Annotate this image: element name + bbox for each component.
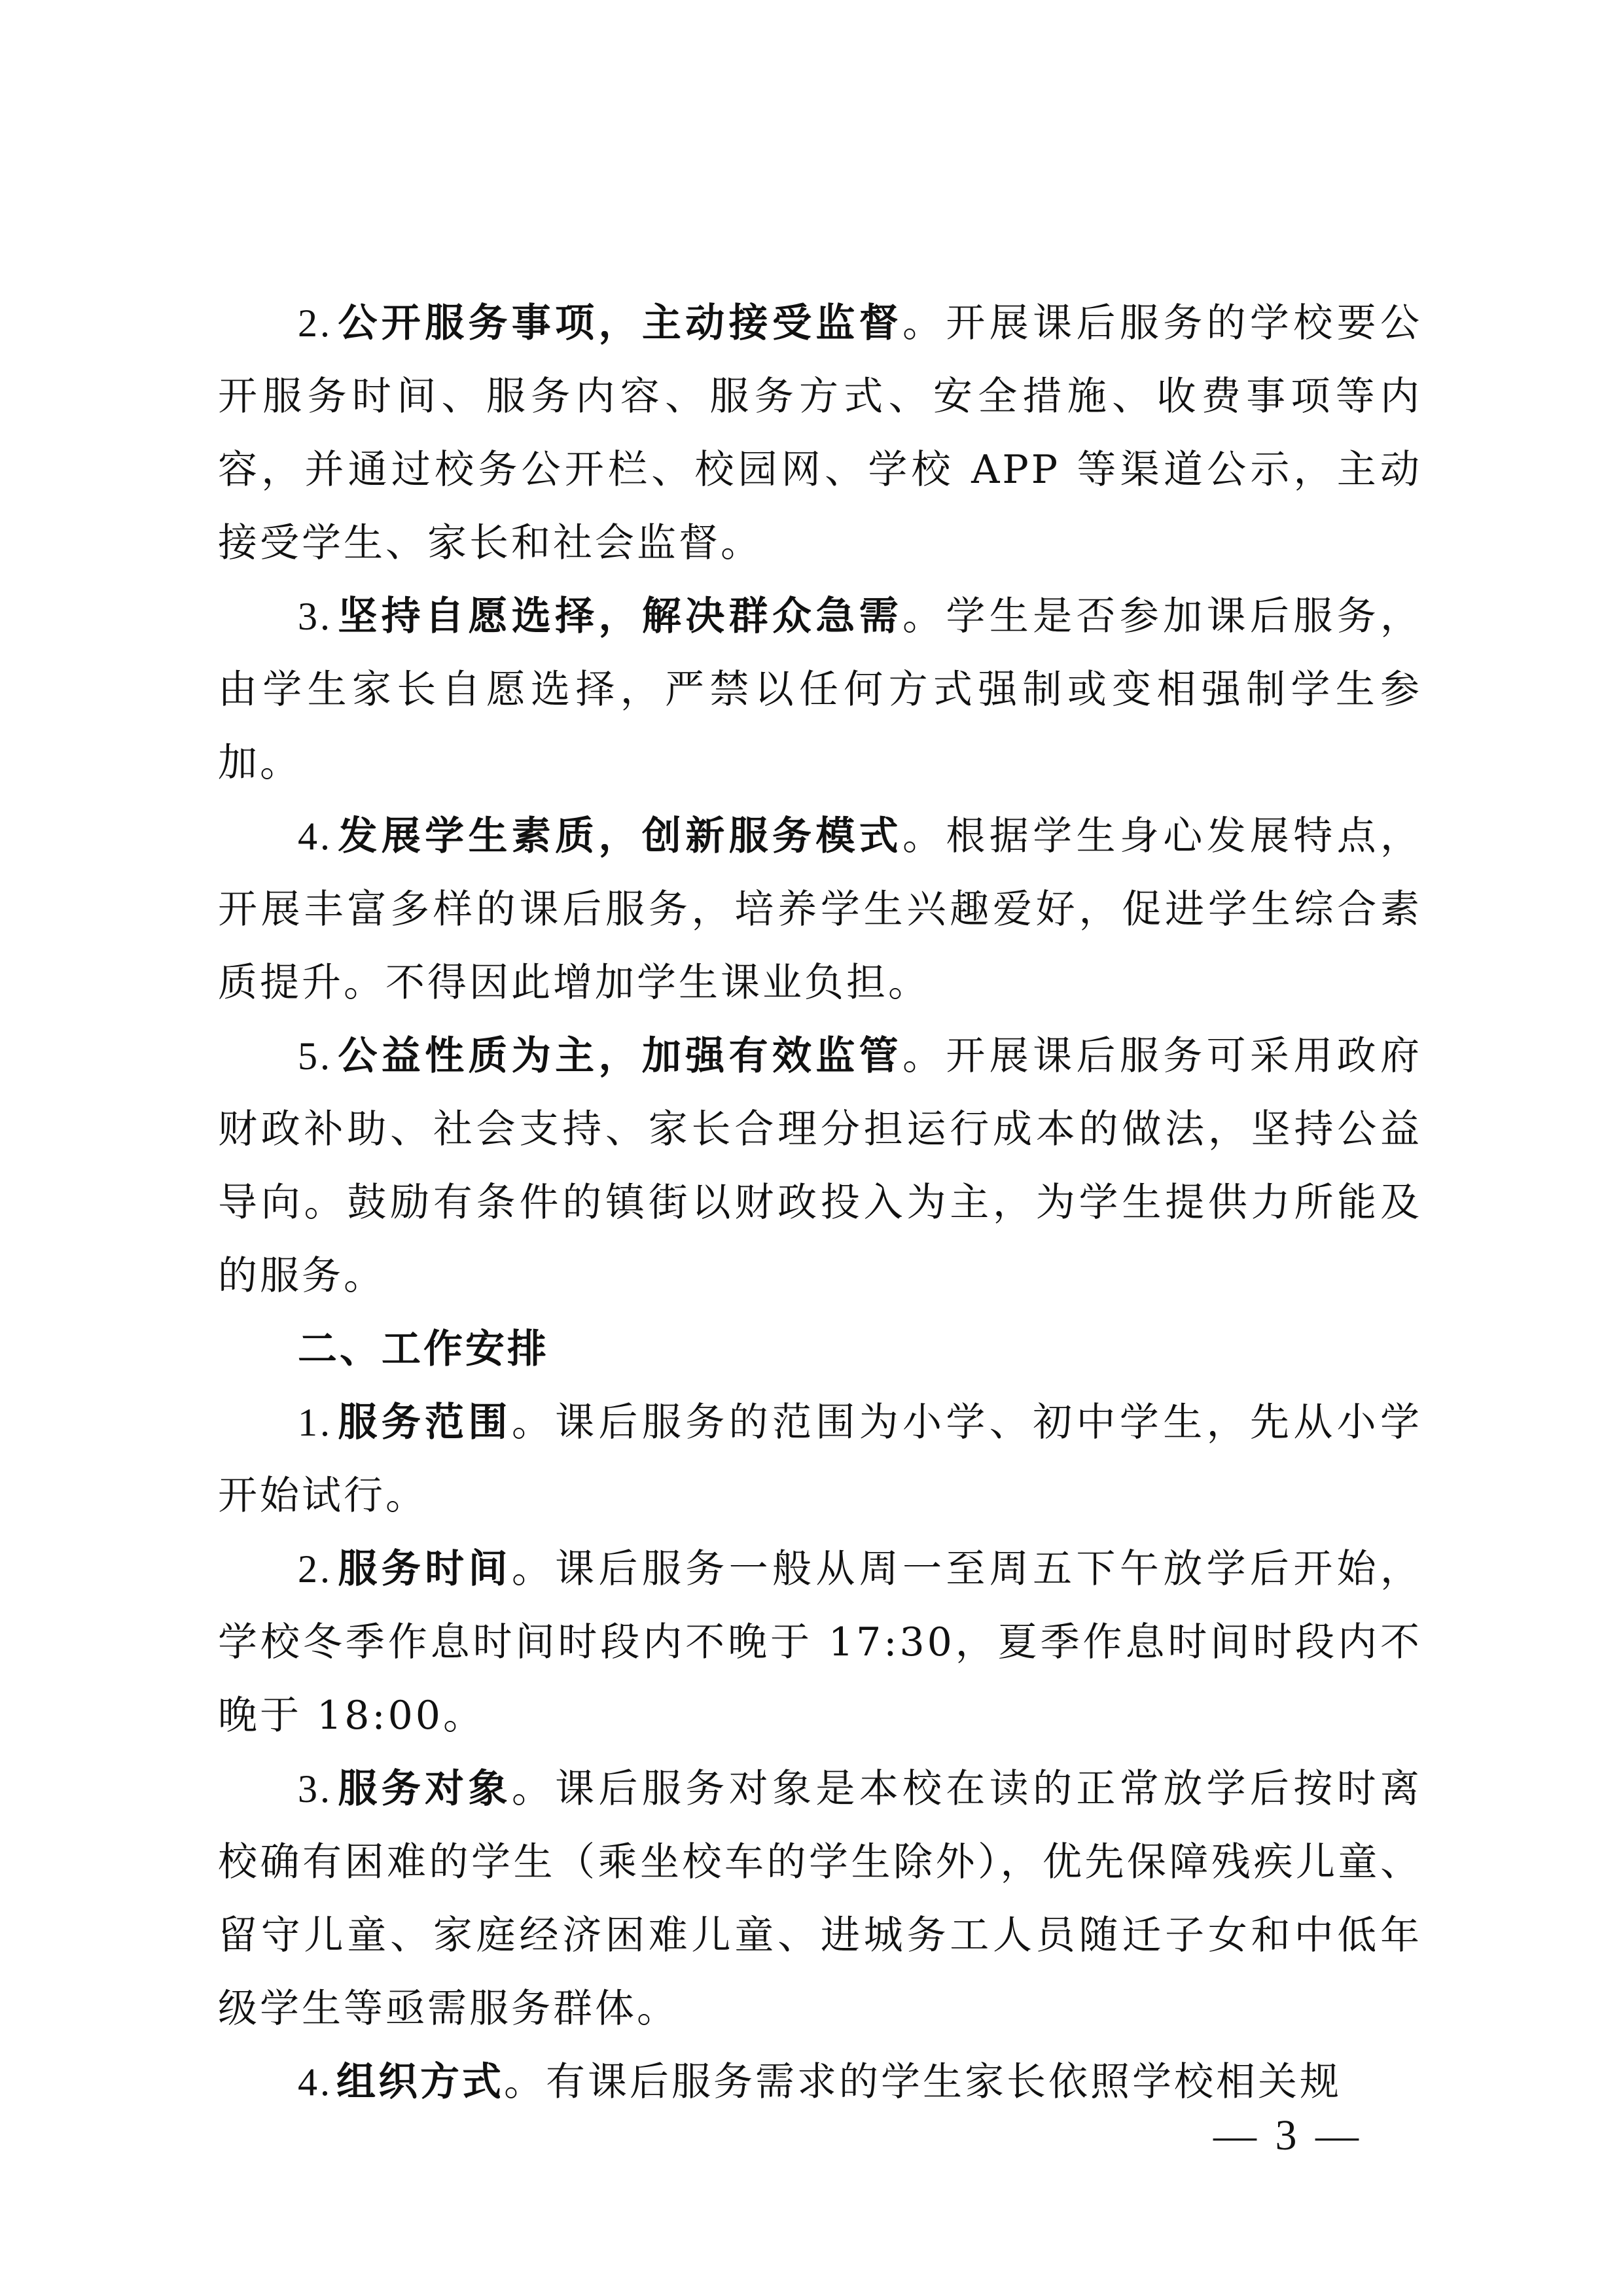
item-text: 。课后服务的范围为小学、初中学生，先从小学开始试行。 <box>218 1400 1423 1519</box>
paragraph-development <box>218 800 1422 1019</box>
item-lead: 组织方式 <box>336 2059 504 2105</box>
item-service-scope <box>218 1386 1422 1532</box>
paragraph-lead: 公益性质为主，加强有效监管 <box>336 1033 903 1079</box>
item-text: 。课后服务一般从周一至周五下午放学后开始，学校冬季作息时间时段内不晚于 17:30，夏季作息时间时段内不晚于 18:00。 <box>218 1546 1423 1739</box>
paragraph-voluntary <box>218 580 1422 800</box>
page-number: — 3 — <box>1213 2111 1363 2159</box>
item-organization <box>218 2045 1422 2119</box>
paragraph-text: 。学生是否参加课后服务，由学生家长自愿选择，严禁以任何方式强制或变相强制学生参加。 <box>218 593 1423 786</box>
paragraph-number: 2. <box>298 302 332 345</box>
paragraph-number: 3. <box>298 595 332 638</box>
document-page <box>218 287 1422 2119</box>
item-lead: 服务范围 <box>336 1400 512 1445</box>
item-service-target <box>218 1752 1422 2045</box>
paragraph-open-service <box>218 287 1422 580</box>
paragraph-public-welfare <box>218 1019 1422 1313</box>
paragraph-text: 。开展课后服务的学校要公开服务时间、服务内容、服务方式、安全措施、收费事项等内容，并通过校务公开栏、校园网、学校 APP 等渠道公示，主动接受学生、家长和社会监督。 <box>218 300 1423 566</box>
paragraph-text: 。根据学生身心发展特点，开展丰富多样的课后服务，培养学生兴趣爱好，促进学生综合素质提升。不得因此增加学生课业负担。 <box>218 813 1423 1006</box>
item-number: 1. <box>298 1401 332 1444</box>
item-number: 4. <box>298 2060 332 2104</box>
item-service-time <box>218 1532 1422 1752</box>
item-lead: 服务对象 <box>336 1766 512 1812</box>
paragraph-lead: 公开服务事项，主动接受监督 <box>336 300 903 346</box>
paragraph-text: 。开展课后服务可采用政府财政补助、社会支持、家长合理分担运行成本的做法，坚持公益导向。鼓励有条件的镇街以财政投入为主，为学生提供力所能及的服务。 <box>218 1033 1423 1299</box>
paragraph-number: 4. <box>298 815 332 858</box>
paragraph-lead: 发展学生素质，创新服务模式 <box>336 813 903 859</box>
item-text: 。课后服务对象是本校在读的正常放学后按时离校确有困难的学生（乘坐校车的学生除外），优先保障残疾儿童、留守儿童、家庭经济困难儿童、进城务工人员随迁子女和中低年级学生等亟需服务群体。 <box>218 1766 1423 2032</box>
item-lead: 服务时间 <box>336 1546 512 1592</box>
paragraph-number: 5. <box>298 1034 332 1078</box>
item-text: 。有课后服务需求的学生家长依照学校相关规 <box>504 2059 1342 2105</box>
section-heading: 二、工作安排 <box>298 1326 549 1372</box>
item-number: 2. <box>298 1547 332 1591</box>
item-number: 3. <box>298 1767 332 1810</box>
paragraph-lead: 坚持自愿选择，解决群众急需 <box>336 593 903 639</box>
